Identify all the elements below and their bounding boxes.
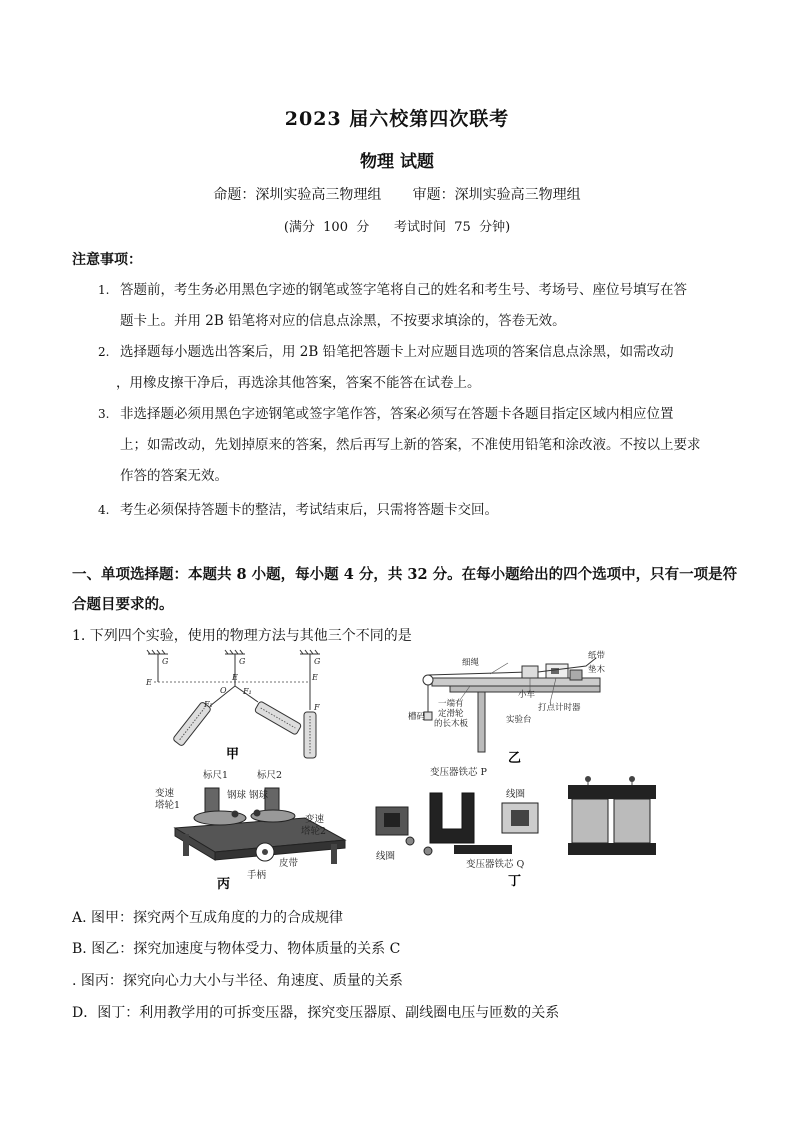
label-block: 垫木 [588,665,606,675]
exam-score-info: (满分 100 分 考试时间 75 分钟) [283,220,511,235]
label-g: G [162,657,169,666]
figure-yi [410,650,630,765]
option-b: B. 图乙：探究加速度与物体受力、物体质量的关系 C [72,941,401,957]
section-single-choice [72,560,738,620]
notice-line: 答题前，考生务必用黑色字迹的钢笔或签字笔将自己的姓名和考生号、考场号、座位号填写在答 [120,282,687,298]
option-d: D．图丁：利用教学用的可拆变压器，探究变压器原、副线圈电压与匝数的关系 [72,1005,560,1021]
figure-bing [155,768,360,893]
label-f: F [314,703,320,712]
notice-line: 题卡上。并用 2B 铅笔将对应的信息点涂黑，不按要求填涂的，答卷无效。 [120,313,566,329]
figure-caption-jia: 甲 [226,747,240,762]
section-line: 一、单项选择题：本题共 8 小题，每小题 4 分，共 32 分。在每小题给出的四个选项中，只有一项是符 [72,566,738,583]
figure-jia [140,650,340,765]
figure-caption-bing: 丙 [217,877,231,892]
svg-text:变速: 变速 [155,788,175,799]
label-g: G [314,657,321,666]
label-core-q: 变压器铁芯 Q [466,859,525,870]
exam-subtitle: 物理 试题 [360,152,434,172]
label-o: O [220,686,227,695]
figure-caption-ding: 丁 [508,874,522,889]
svg-text:定滑轮: 定滑轮 [438,709,464,719]
figure-caption-yi: 乙 [508,751,522,766]
notice-item-2 [72,337,732,399]
label-board [434,698,469,729]
option-c: . 图丙：探究向心力大小与半径、角速度、质量的关系 [72,973,403,989]
option-a: A. 图甲：探究两个互成角度的力的合成规律 [72,910,344,926]
label-core-p: 变压器铁芯 P [430,767,487,778]
label-e: E [312,673,318,682]
notice-item-4 [72,495,732,526]
notice-num: 2. [98,345,110,359]
section-line: 合题目要求的。 [72,596,174,613]
notice-line: 上；如需改动，先划掉原来的答案，然后再写上新的答案，不准使用铅笔和涂改液。不按以上要求 [120,437,701,453]
label-tape: 纸带 [588,651,606,661]
label-coil: 线圈 [506,789,526,800]
notice-line: 作答的答案无效。 [120,468,228,484]
notice-line: 考生必须保持答题卡的整洁，考试结束后，只需将答题卡交回。 [120,502,498,518]
notice-line: 非选择题必须用黑色字迹钢笔或签字笔作答，答案必须写在答题卡各题目指定区域内相应位置 [120,406,674,422]
label-f2: F₂ [204,700,213,709]
svg-text:变速: 变速 [305,814,325,825]
label-e: E [146,678,152,687]
svg-text:一端有: 一端有 [438,699,464,709]
label-coil: 线圈 [376,851,396,862]
label-table: 实验台 [506,715,532,725]
label-g: G [239,657,246,666]
svg-text:的长木板: 的长木板 [434,719,469,729]
label-ball: 钢球 钢球 [227,790,269,801]
notice-num: 3. [98,407,110,421]
label-weight: 槽码 [408,712,426,722]
exam-title: 2023 届六校第四次联考 [284,108,510,130]
notice-heading: 注意事项： [72,252,142,268]
label-rope: 细绳 [462,658,480,668]
label-timer: 打点计时器 [538,703,581,713]
label-ruler2: 标尺2 [257,770,283,781]
svg-text:塔轮2: 塔轮2 [301,826,327,837]
label-belt: 皮带 [279,858,299,869]
notice-item-3 [72,399,732,492]
notice-num: 1. [98,283,110,297]
label-e: E [232,673,238,682]
figure-ding [368,763,668,893]
svg-text:塔轮1: 塔轮1 [155,800,181,811]
label-f1: F₁ [243,687,252,696]
notice-line: 选择题每小题选出答案后，用 2B 铅笔把答题卡上对应题目选项的答案信息点涂黑，如需改动 [120,344,674,360]
exam-authors: 命题：深圳实验高三物理组 审题：深圳实验高三物理组 [213,187,581,203]
question-1-stem: 1. 下列四个实验，使用的物理方法与其他三个不同的是 [72,628,412,644]
notice-num: 4. [98,503,110,517]
label-ruler1: 标尺1 [203,770,229,781]
notice-item-1 [72,275,732,337]
label-handle: 手柄 [247,870,267,881]
label-car: 小车 [518,690,536,700]
label-wheel1 [155,787,180,811]
notice-line: ，用橡皮擦干净后，再选涂其他答案，答案不能答在试卷上。 [116,375,481,391]
